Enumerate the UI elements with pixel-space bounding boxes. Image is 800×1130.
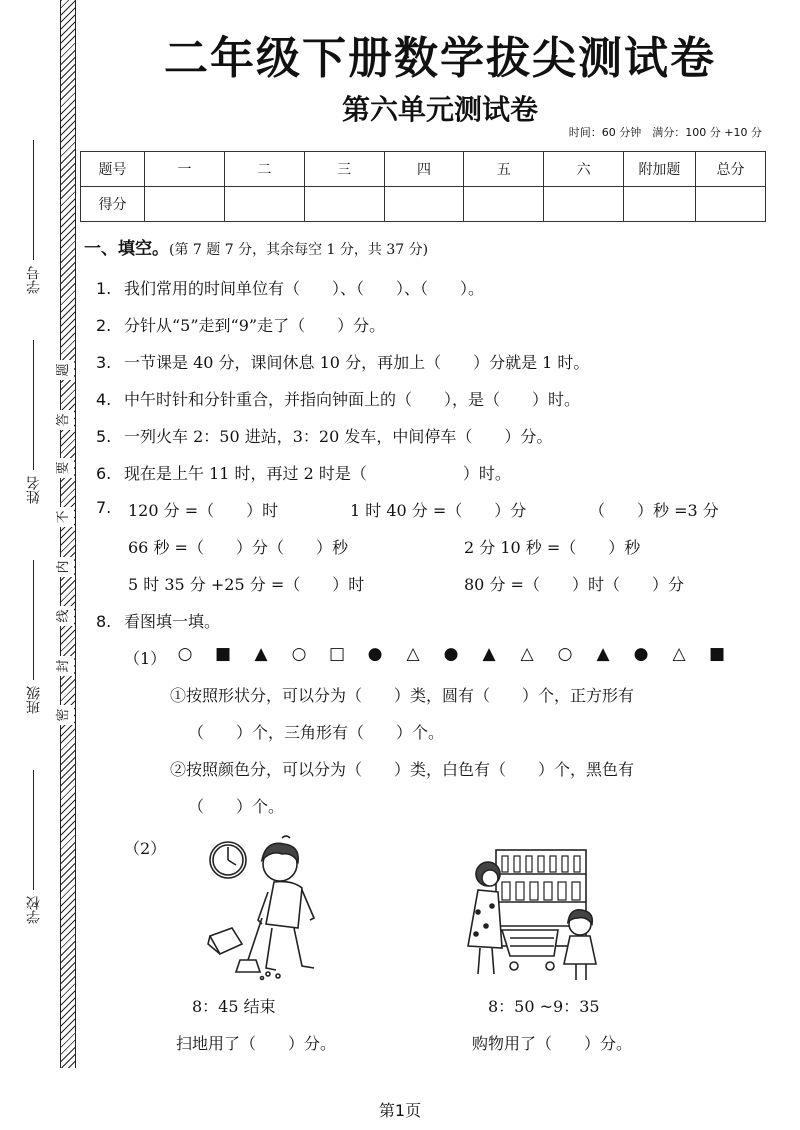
student-no-line [33,140,34,260]
score-cell: 总分 [695,152,765,187]
section-note: (第 7 题 7 分，其余每空 1 分，共 37 分) [169,242,429,258]
question-text: 分针从“5”走到“9”走了（ ）分。 [124,316,386,335]
shape-glyph: ○ [291,644,307,664]
question-number: 3. [96,353,112,372]
q7-item: 66 秒 =（ ）分（ ）秒 [128,538,348,557]
question-6 [96,461,511,484]
q8-sub1-line2: （ ）个，三角形有（ ）个。 [188,723,445,742]
question-number: 1. [96,279,112,298]
shape-glyph: ● [443,644,459,664]
sweeping-boy-illustration [202,832,422,982]
score-input-cell[interactable] [304,187,384,222]
name-line [33,340,34,470]
shape-glyph: △ [520,644,534,664]
q8-left-answer: 扫地用了（ ）分。 [176,1034,337,1053]
question-text: 中午时针和分针重合，并指向钟面上的（ ），是（ ）时。 [124,390,581,409]
student-no-label: 学号 [26,266,42,294]
question-3 [96,350,589,373]
question-5 [96,424,552,447]
question-text: 现在是上午 11 时，再过 2 时是（ ）时。 [124,464,511,483]
score-table [80,151,766,222]
class-label: 班级 [26,686,42,714]
seal-char: 内 [54,557,74,577]
score-cell: 二 [224,152,304,187]
score-cell: 六 [544,152,624,187]
shape-glyph: △ [406,644,420,664]
exam-meta: 时间：60 分钟 满分：100 分 +10 分 [568,126,762,139]
score-input-cell[interactable] [464,187,544,222]
seal-char: 不 [54,507,74,527]
q8-right-answer: 购物用了（ ）分。 [472,1034,633,1053]
score-cell: 得分 [81,187,145,222]
question-number: 5. [96,427,112,446]
score-input-cell[interactable] [145,187,225,222]
seal-char: 答 [54,410,74,430]
q7-item: 1 时 40 分 =（ ）分 [350,501,527,520]
question-text: 一列火车 2：50 进站，3：20 发车，中间停车（ ）分。 [124,427,553,446]
score-input-cell[interactable] [695,187,765,222]
score-input-cell[interactable] [224,187,304,222]
score-cell: 题号 [81,152,145,187]
question-number: 6. [96,464,112,483]
question-2 [96,313,385,336]
question-text: 我们常用的时间单位有（ ）、（ ）、（ ）。 [124,279,485,298]
question-number: 7. [96,498,112,517]
q7-item: 120 分 =（ ）时 [128,501,279,520]
score-input-cell[interactable] [623,187,695,222]
q7-item: 2 分 10 秒 =（ ）秒 [464,538,641,557]
seal-char: 题 [54,360,74,380]
shape-glyph: ▲ [254,644,268,664]
shape-glyph: ■ [708,644,726,664]
score-cell: 附加题 [623,152,695,187]
page-subtitle: 第六单元测试卷 [341,93,538,126]
shape-glyph: △ [672,644,686,664]
score-cell: 四 [384,152,464,187]
shape-glyph: ▲ [482,644,496,664]
school-line [33,770,34,890]
name-label: 姓名 [26,476,42,504]
question-number: 4. [96,390,112,409]
shape-glyph: ○ [557,644,573,664]
seal-char: 要 [54,458,74,478]
binding-strip [0,0,84,1130]
shopping-illustration [462,834,682,984]
school-label: 学校 [26,896,42,924]
shape-glyph: □ [328,644,346,664]
seal-char: 封 [54,656,74,676]
question-8 [96,609,220,632]
score-input-cell[interactable] [544,187,624,222]
question-text: 看图填一填。 [124,612,221,631]
score-header-row [81,152,766,187]
q7-item: 80 分 =（ ）时（ ）分 [464,575,684,594]
shape-glyph: ○ [177,644,193,664]
question-text: 一节课是 40 分，课间休息 10 分，再加上（ ）分就是 1 时。 [124,353,590,372]
question-number: 2. [96,316,112,335]
q8-right-time: 8：50 ~9：35 [488,997,600,1016]
shape-glyph: ● [633,644,649,664]
score-cell: 三 [304,152,384,187]
question-1 [96,276,484,299]
seal-char: 线 [54,606,74,626]
shape-glyph: ■ [214,644,232,664]
q8-part1-label: （1） [124,649,167,668]
section-title [84,234,428,259]
page-number: 第1页 [378,1101,422,1120]
question-number: 8. [96,612,112,631]
seal-char: 密 [54,705,74,725]
shape-glyph: ● [367,644,383,664]
score-cell: 五 [464,152,544,187]
q7-item: 5 时 35 分 +25 分 =（ ）时 [128,575,365,594]
section-heading: 一、填空。 [84,239,169,259]
q7-item: （ ）秒 =3 分 [589,501,719,520]
score-value-row [81,187,766,222]
q8-part2-label: （2） [124,839,167,858]
binding-hatch [60,0,76,1068]
q8-left-time: 8：45 结束 [192,997,276,1016]
shape-glyph: ▲ [596,644,610,664]
class-line [33,560,34,680]
q8-sub1-line1: ①按照形状分，可以分为（ ）类，圆有（ ）个，正方形有 [170,686,635,705]
shape-sequence [166,644,736,664]
question-7 [96,498,124,517]
question-4 [96,387,580,410]
score-cell: 一 [145,152,225,187]
page-title: 二年级下册数学拔尖测试卷 [164,33,716,84]
q8-sub2-line2: （ ）个。 [188,797,285,816]
score-input-cell[interactable] [384,187,464,222]
q8-sub2-line1: ②按照颜色分，可以分为（ ）类，白色有（ ）个，黑色有 [170,760,635,779]
